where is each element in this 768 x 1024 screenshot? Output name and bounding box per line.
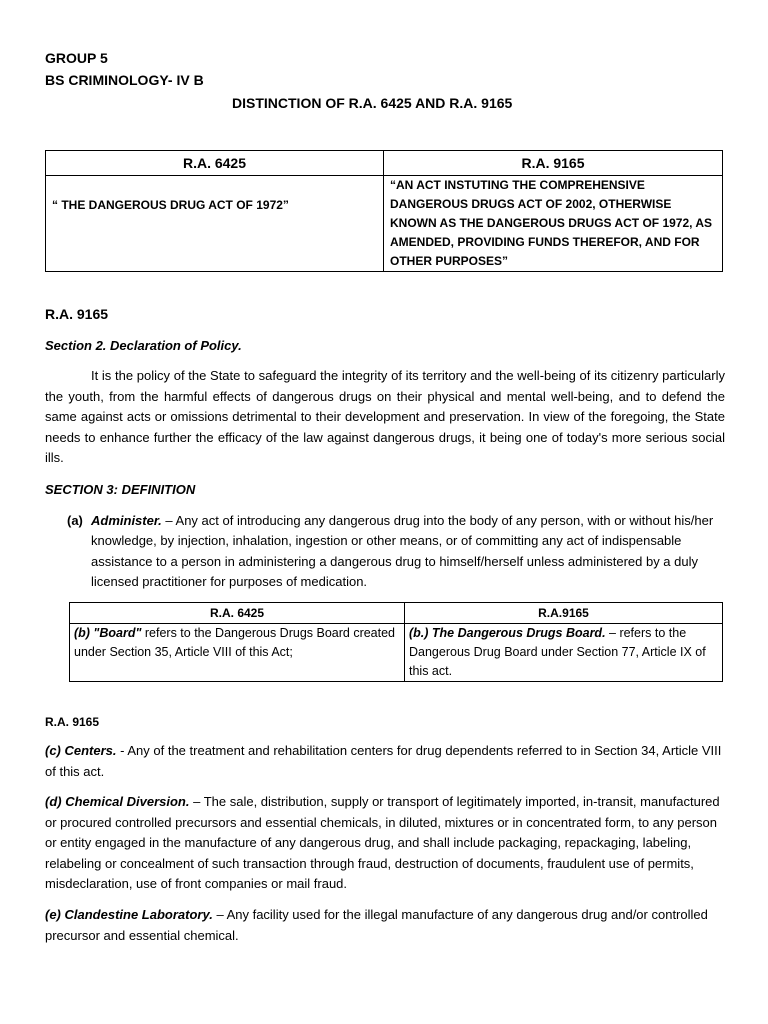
table-cell: “AN ACT INSTUTING THE COMPREHENSIVE DANGEROUS DRUGS ACT OF 2002, OTHERWISE KNOWN AS THE DANGEROUS DRUGS ACT OF 1972, AS AMENDED, PROVIDING FUNDS THEREFOR, AND FOR OTHER PURPOSES” bbox=[384, 176, 723, 272]
table-header-row bbox=[46, 151, 723, 176]
definition-term: Administer. bbox=[91, 513, 162, 528]
definition-text: – Any act of introducing any dangerous drug into the body of any person, with or without his/her knowledge, by injection, inhalation, ingestion or other means, or of committing any act of indispensable assistance to a person in administering a dangerous drug to himself/herself unless administered by a duly licensed practitioner for purposes of medication. bbox=[91, 513, 714, 589]
table-header-cell: R.A.9165 bbox=[405, 603, 723, 624]
definition-text: – refers to the Dangerous Drug Board under Section 77, Article IX of this act. bbox=[409, 626, 706, 678]
table-header-cell: R.A. 9165 bbox=[384, 151, 723, 176]
board-table bbox=[69, 602, 723, 682]
definition-term: (c) Centers. bbox=[45, 743, 117, 758]
table-header-row bbox=[70, 603, 723, 624]
definition-term: (d) Chemical Diversion. bbox=[45, 794, 190, 809]
section-heading: R.A. 9165 bbox=[45, 306, 109, 322]
definition-term: (b) "Board" bbox=[74, 626, 142, 640]
table-header-cell: R.A. 6425 bbox=[70, 603, 405, 624]
definition-item bbox=[45, 905, 725, 946]
table-header-cell: R.A. 6425 bbox=[46, 151, 384, 176]
table-cell bbox=[70, 624, 405, 682]
section-title: Section 2. Declaration of Policy. bbox=[45, 338, 242, 353]
course-label: BS CRIMINOLOGY- IV B bbox=[45, 72, 204, 88]
definition-item bbox=[45, 792, 725, 895]
table-cell: “ THE DANGEROUS DRUG ACT OF 1972” bbox=[46, 176, 384, 272]
section-title: SECTION 3: DEFINITION bbox=[45, 482, 196, 497]
policy-paragraph bbox=[45, 366, 725, 469]
policy-text: It is the policy of the State to safeguard the integrity of its territory and the well-being of its citizenry particularly the youth, from the harmful effects of dangerous drugs on their physical and mental well-being, and to defend the same against acts or omissions detrimental to their development and preservation. In view of the foregoing, the State needs to enhance further the efficacy of the law against dangerous drugs, it being one of today's more serious social ills. bbox=[45, 368, 725, 465]
comparison-table bbox=[45, 150, 723, 272]
definition-term: (e) Clandestine Laboratory. bbox=[45, 907, 213, 922]
definition-term: (b.) The Dangerous Drugs Board. bbox=[409, 626, 606, 640]
document-title: DISTINCTION OF R.A. 6425 AND R.A. 9165 bbox=[232, 95, 513, 111]
group-label: GROUP 5 bbox=[45, 50, 108, 66]
definition-label: (a) bbox=[67, 513, 83, 528]
section-heading: R.A. 9165 bbox=[45, 715, 100, 729]
table-row bbox=[70, 624, 723, 682]
definition-text: – The sale, distribution, supply or transport of legitimately imported, in-transit, manufactured or procured controlled precursors and essential chemicals, in diluted, mixtures or in concentrated form, to any person or entity engaged in the manufacture of any dangerous drug, and shall include packaging, repackaging, labeling, relabeling or concealment of such transaction through fraud, destruction of documents, fraudulent use of permits, misdeclaration, use of front companies or mail fraud. bbox=[45, 794, 720, 891]
definition-text: refers to the Dangerous Drugs Board created under Section 35, Article VIII of this Act; bbox=[74, 626, 396, 659]
table-row bbox=[46, 176, 723, 272]
definition-text: – Any facility used for the illegal manufacture of any dangerous drug and/or controlled precursor and essential chemical. bbox=[45, 907, 708, 943]
definition-text: - Any of the treatment and rehabilitation centers for drug dependents referred to in Section 34, Article VIII of this act. bbox=[45, 743, 722, 779]
definition-item bbox=[45, 741, 725, 782]
definition-item bbox=[67, 511, 725, 592]
table-cell bbox=[405, 624, 723, 682]
